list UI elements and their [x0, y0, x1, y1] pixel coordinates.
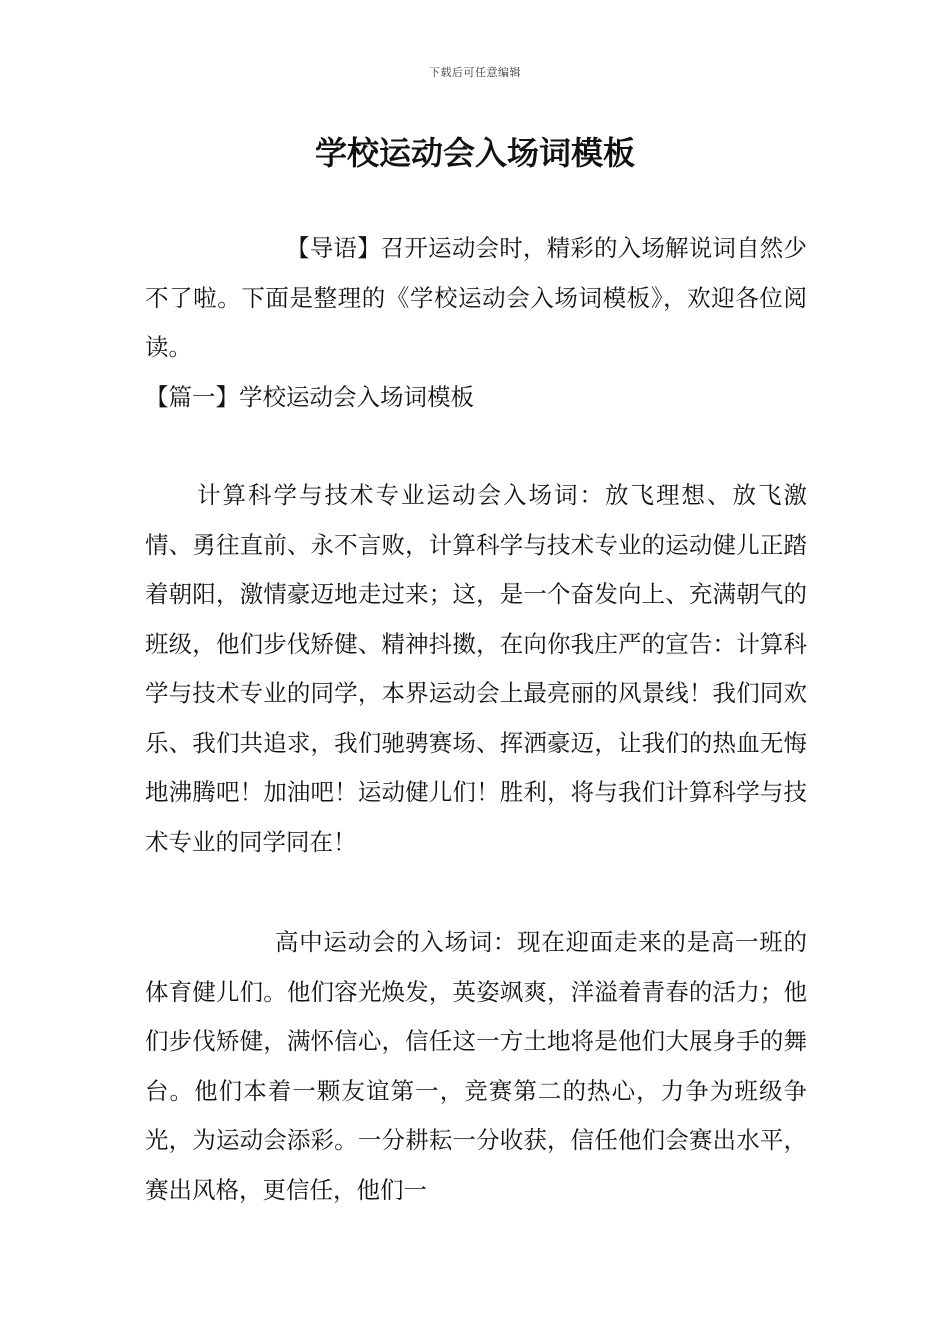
body-paragraph-1: 计算科学与技术专业运动会入场词：放飞理想、放飞激情、勇往直前、永不言败，计算科学与技术专业的运动健儿正踏着朝阳，激情豪迈地走过来；这，是一个奋发向上、充满朝气的班级，他们步伐矫健、精神抖擞，在向你我庄严的宣告：计算科学与技术专业的同学，本界运动会上最亮丽的风景线！我们同欢乐、我们共追求，我们驰骋赛场、挥洒豪迈，让我们的热血无悔地沸腾吧！加油吧！运动健儿们！胜利，将与我们计算科学与技术专业的同学同在！: [145, 481, 807, 856]
document-title: 学校运动会入场词模板: [314, 134, 635, 172]
section-heading: 【篇一】学校运动会入场词模板: [145, 383, 474, 411]
body-paragraph-2: 高中运动会的入场词：现在迎面走来的是高一班的体育健儿们。他们容光焕发，英姿飒爽，洋溢着青春的活力；他们步伐矫健，满怀信心，信任这一方土地将是他们大展身手的舞台。他们本着一颗友谊第一，竞赛第二的热心，力争为班级争光，为运动会添彩。一分耕耘一分收获，信任他们会赛出水平，赛出风格，更信任，他们一: [145, 928, 807, 1204]
header-note: 下载后可任意编辑: [429, 66, 521, 79]
intro-paragraph: 【导语】召开运动会时，精彩的入场解说词自然少不了啦。下面是整理的《学校运动会入场词模板》，欢迎各位阅读。: [145, 234, 807, 361]
